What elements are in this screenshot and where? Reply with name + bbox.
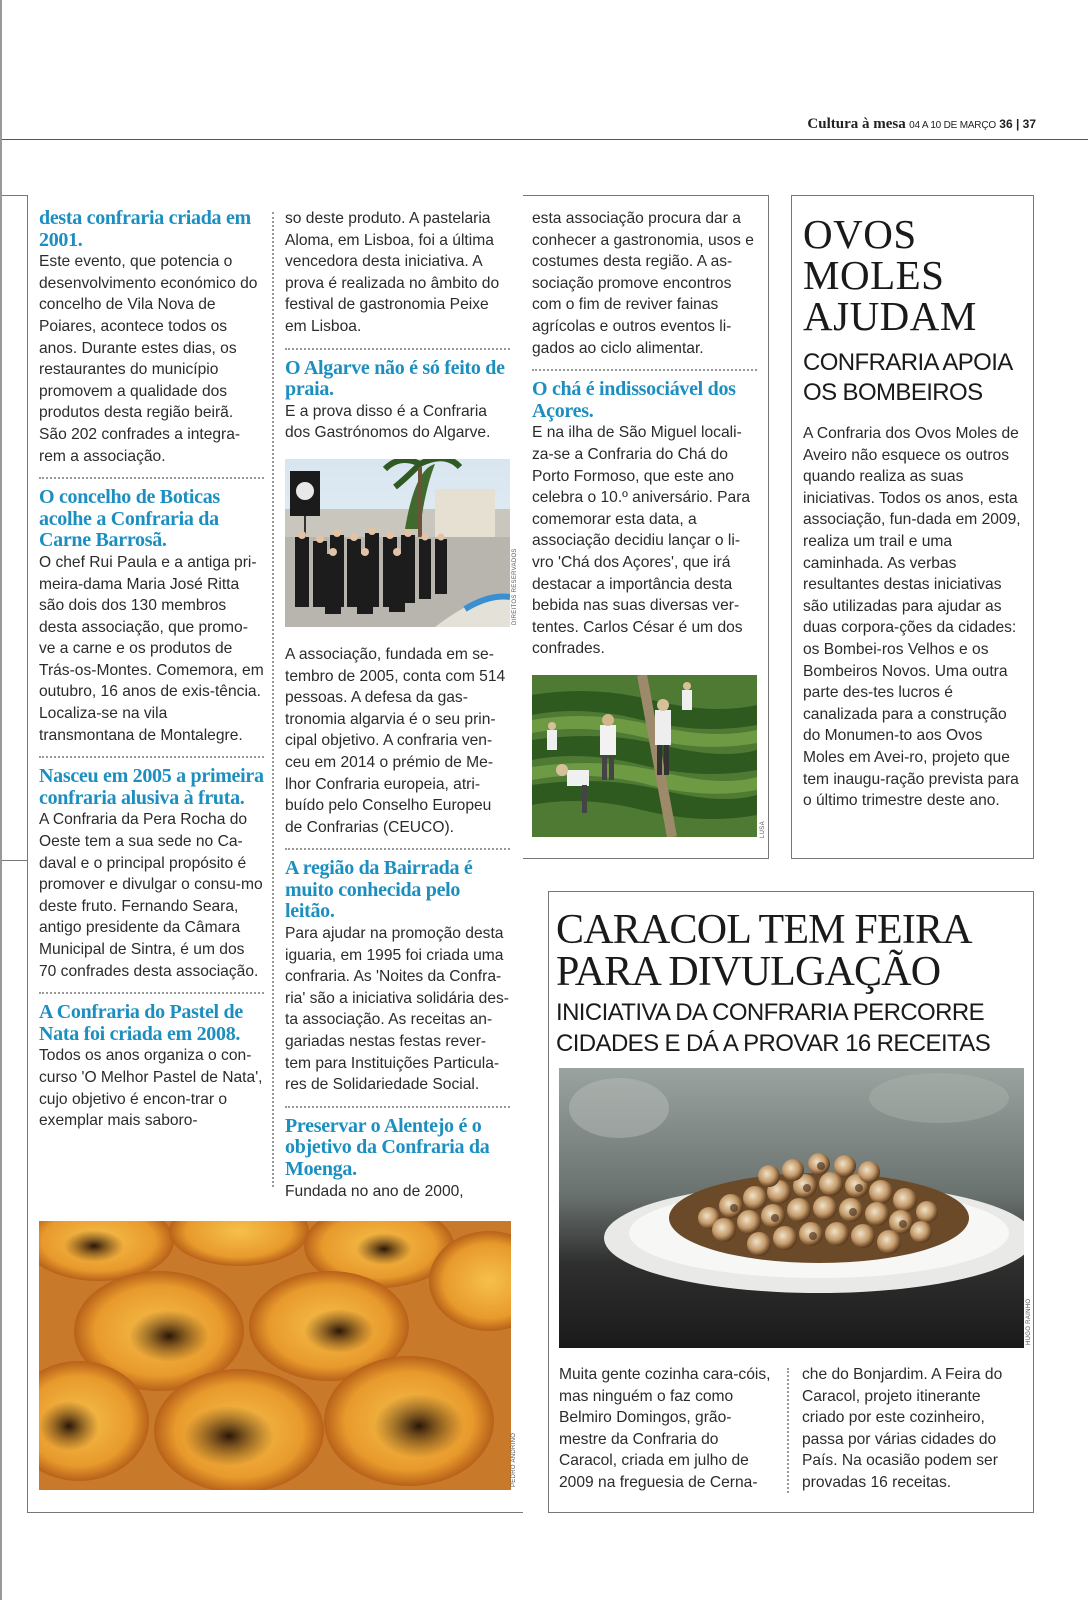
column-1 — [39, 208, 264, 1132]
column-2 — [285, 208, 510, 1202]
column-3 — [532, 208, 757, 660]
heading-pera-rocha: Nasceu em 2005 a primeira confraria alusiva à fruta. — [39, 765, 264, 809]
caracol-subtitle — [556, 997, 1026, 1059]
column-divider — [272, 212, 274, 1187]
paragraph-pastel-nata: Todos os anos organiza o con-curso 'O Melhor Pastel de Nata', cujo objetivo é encon-trar o exemplar mais saboro- — [39, 1047, 263, 1130]
paragraph-cha-acores: E na ilha de São Miguel locali-za-se a Confraria do Chá do Porto Formoso, que este ano celebra o 10.º aniversário. Para comemorar esta data, a associação decidiu lançar o li-vro 'Chá dos Açores', que irá destacar a importância desta bebida nas suas diversas ver-tentes. Carlos César é um dos confrades. — [532, 424, 751, 658]
dotted-divider — [39, 756, 264, 758]
ovos-subtitle — [803, 348, 1025, 408]
paragraph-algarve: A associação, fundada em se-tembro de 2005, conta com 514 pessoas. A defesa da gas-tronomia algarvia é o seu prin-cipal objetivo. A confraria ven-ceu em 2014 o prémio de Me-lhor Confraria europeia, atri-buído pelo Conselho Europeu de Confrarias (CEUCO). — [285, 645, 506, 836]
heading-pastel-nata: A Confraria do Pastel de Nata foi criada em 2008. — [39, 1001, 243, 1045]
heading-bairrada: A região da Bairrada é muito conhecida pelo leitão. — [285, 857, 473, 923]
photo-credit-nata: PEDRO ANDRINO — [511, 1432, 517, 1487]
heading-confraria-2001: desta confraria criada em 2001. — [39, 207, 251, 251]
dotted-divider — [39, 477, 264, 479]
page-left-edge — [0, 0, 2, 1600]
heading-algarve: O Algarve não é só feito de praia. — [285, 356, 505, 401]
ovos-title-line: MOLES — [803, 252, 945, 298]
header-rule — [0, 139, 1088, 140]
photo-pasteis-de-nata — [39, 1221, 511, 1490]
dotted-divider — [285, 348, 510, 350]
photo-caracois-plate — [559, 1068, 1024, 1348]
ovos-moles-article — [803, 211, 1025, 812]
box-rule — [2, 195, 27, 196]
tea-illustration — [532, 675, 757, 837]
section-name: Cultura à mesa — [807, 116, 906, 132]
caracol-title-line: CARACOL TEM FEIRA — [556, 907, 972, 953]
ovos-body: A Confraria dos Ovos Moles de Aveiro não esquece os outros quando realiza as suas iniciativas. Todos os anos, esta associação, fun-dada em 2009, realiza um trail e uma caminhada. As verbas resultantes destas iniciativas são utilizadas para ajudar as duas corpora-ções da cidades: os Bombei-ros Velhos e os Bombeiros Novos. Uma outra parte des-tes lucros é canalizada para a construção do Monumen-to aos Ovos Moles em Avei-ro, projeto que tem inaugu-ração prevista para o último trimestre deste ano. — [803, 425, 1021, 810]
ovos-title-line: AJUDAM — [803, 293, 977, 339]
dotted-divider — [532, 369, 757, 371]
caracol-title — [556, 909, 1026, 993]
dotted-divider — [39, 992, 264, 994]
box-rule — [2, 860, 27, 861]
ovos-subtitle-line: OS BOMBEIROS — [803, 379, 983, 406]
heading-moenga: Preservar o Alentejo é o objetivo da Confraria da Moenga. — [285, 1114, 490, 1180]
paragraph-pera-rocha: A Confraria da Pera Rocha do Oeste tem a sua sede no Ca-daval e o principal propósito é promover e divulgar o consu-mo deste fruto. Fernando Seara, antigo presidente da Câmara Municipal de Sintra, é um dos 70 confrades desta associação. — [39, 811, 263, 980]
caracol-paragraph-left: Muita gente cozinha cara-cóis, mas ninguém o faz como Belmiro Domingos, grão-mestre da Confraria do Caracol, criada em julho de 2009 na freguesia de Cerna- — [559, 1366, 771, 1491]
photo-credit-algarve: DIREITOS RESERVADOS — [512, 548, 518, 625]
photo-tea-plantation — [532, 675, 757, 837]
paragraph-algarve-intro: E a prova disso é a Confraria dos Gastrónomos do Algarve. — [285, 402, 491, 442]
ovos-title-line: OVOS — [803, 211, 917, 257]
ovos-subtitle-line: CONFRARIA APOIA — [803, 349, 1013, 376]
paragraph-moenga: Fundada no ano de 2000, — [285, 1182, 464, 1200]
photo-credit-tea: LUSA — [760, 821, 766, 838]
photo-credit-caracois: HUGO RAINHO — [1026, 1298, 1032, 1345]
caracol-body-left — [559, 1364, 777, 1494]
paragraph-moenga-cont: esta associação procura dar a conhecer a gastronomia, usos e costumes desta região. A as-sociação promove encontros com o fim de reviver fainas agrícolas e outros eventos li-gados ao ciclo alimentar. — [532, 210, 754, 357]
paragraph-aloma: so deste produto. A pastelaria Aloma, em Lisboa, foi a última vencedora desta iniciativa. A prova é realizada no âmbito do festival de gastronomia Peixe em Lisboa. — [285, 210, 500, 335]
ovos-title — [803, 211, 1025, 339]
paragraph-carne-barrosa: O chef Rui Paula e a antiga pri-meira-dama Maria José Ritta são dois dos 130 membros desta associação, que promo-ve a carne e os produtos de Trás-os-Montes. Comemora, em outubro, 16 anos de exis-tência. Localiza-se na vila transmontana de Montalegre. — [39, 553, 264, 744]
column-divider — [787, 1368, 789, 1493]
photo-algarve-parade — [285, 459, 510, 627]
caracol-subtitle-line: CIDADES E DÁ A PROVAR 16 RECEITAS — [556, 1030, 991, 1057]
caracol-paragraph-right: che do Bonjardim. A Feira do Caracol, projeto itinerante criado por este cozinheiro, passa por várias cidades do País. Na ocasião podem ser provadas 16 receitas. — [802, 1366, 1003, 1491]
heading-carne-barrosa: O concelho de Boticas acolhe a Confraria da Carne Barrosã. — [39, 486, 220, 552]
caracol-subtitle-line: INICIATIVA DA CONFRARIA PERCORRE — [556, 999, 984, 1026]
heading-cha-acores: O chá é indissociável dos Açores. — [532, 378, 736, 422]
parade-illustration — [285, 459, 510, 627]
caracol-article — [556, 909, 1026, 1059]
issue-date: 04 A 10 DE MARÇO — [909, 120, 996, 131]
page-numbers: 36 | 37 — [999, 117, 1036, 131]
page-header — [807, 116, 1036, 133]
paragraph-bairrada: Para ajudar na promoção desta iguaria, em 1995 foi criada uma confraria. As 'Noites da Confra-ria' são a iniciativa solidária des-ta associação. As receitas an-gariadas nestas festas rever-tem para Instituições Particula-res de Solidariedade Social. — [285, 925, 509, 1094]
dotted-divider — [285, 848, 510, 850]
pasteis-illustration — [39, 1221, 511, 1490]
dotted-divider — [285, 1106, 510, 1108]
caracois-illustration — [559, 1068, 1024, 1348]
caracol-body-right — [802, 1364, 1024, 1494]
paragraph-vila-nova-poiares: Este evento, que potencia o desenvolvimento económico do concelho de Vila Nova de Poiares, acontece todos os anos. Durante estes dias, os restaurantes do município promovem a qualidade dos produtos desta região beirã. São 202 confrades a integra-rem a associação. — [39, 253, 258, 465]
caracol-title-line: PARA DIVULGAÇÃO — [556, 949, 941, 995]
